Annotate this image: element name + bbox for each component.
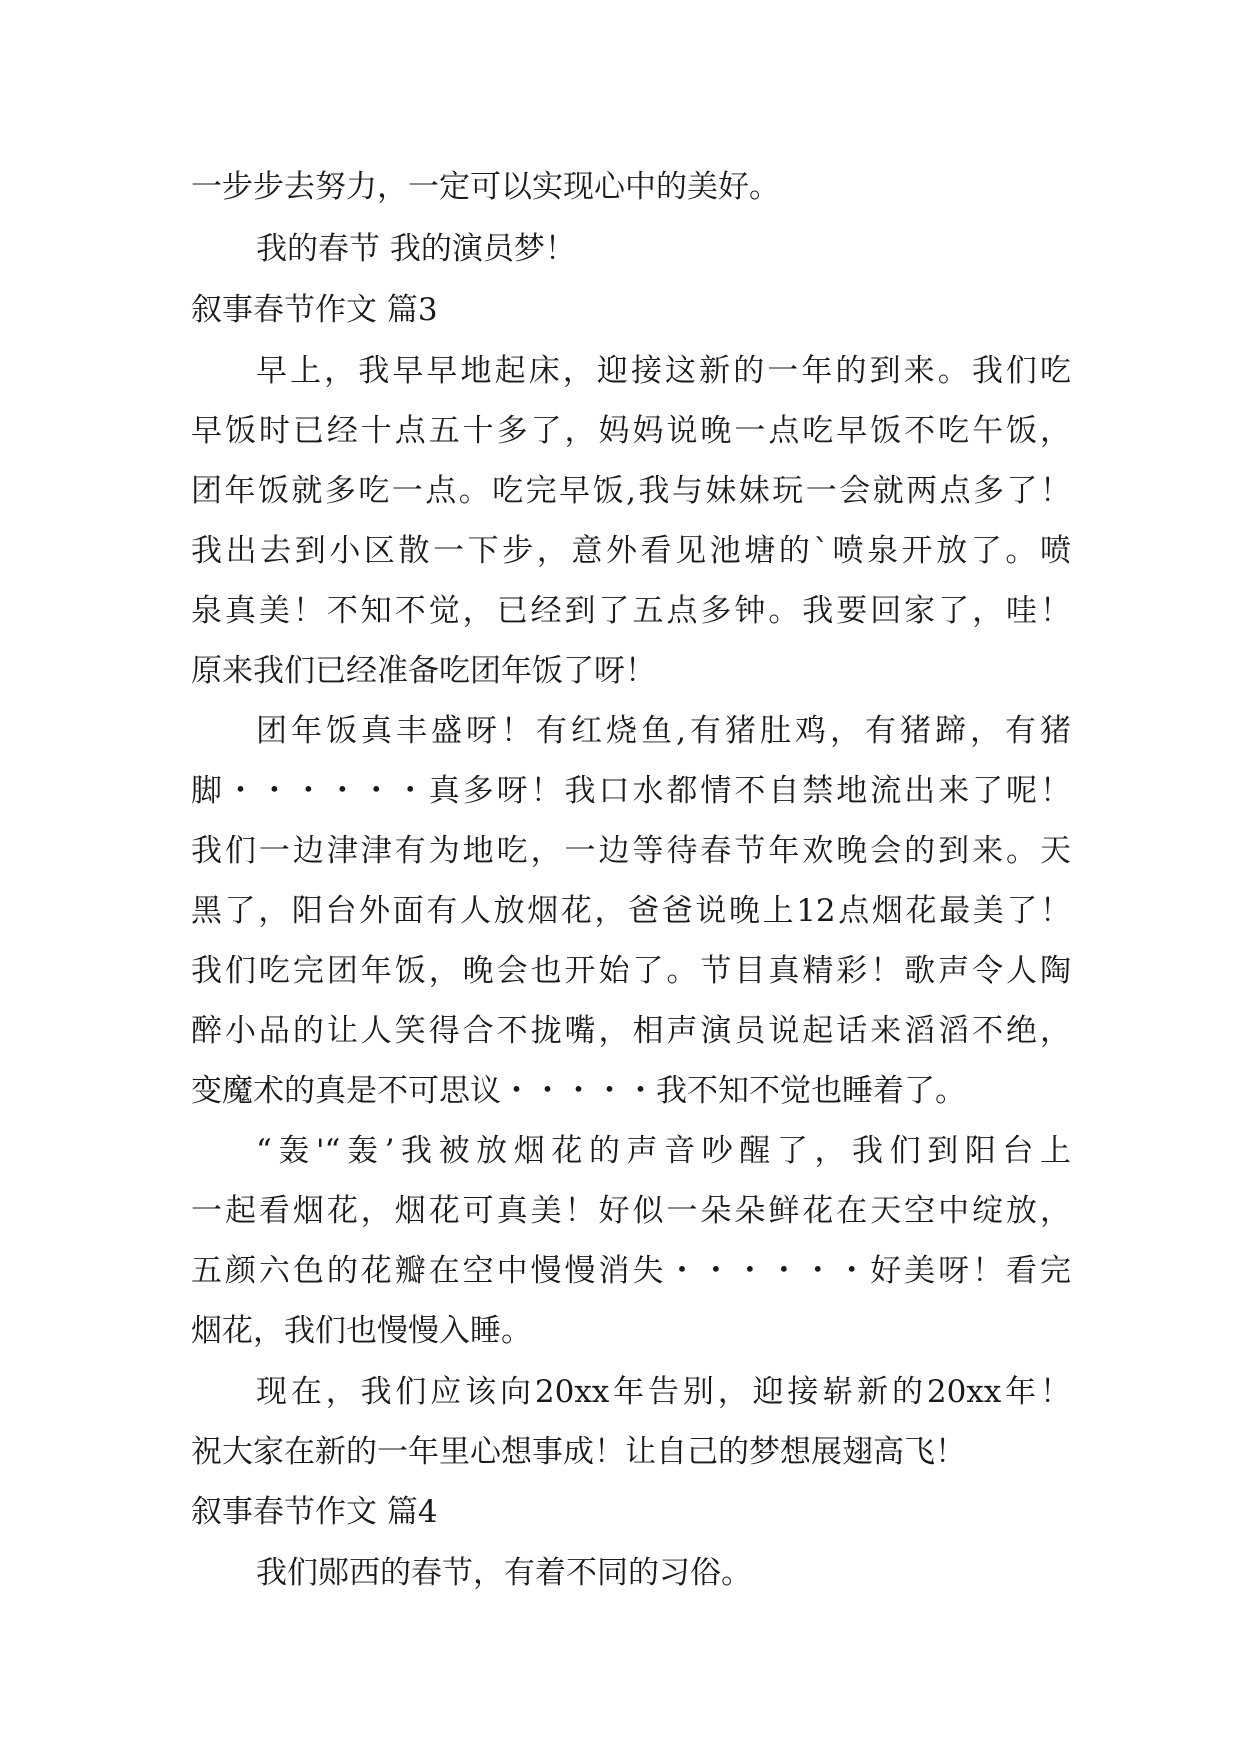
paragraph-start: 团年饭真丰盛呀！有红烧鱼,有猪肚鸡，有猪蹄，有猪 xyxy=(256,713,1071,749)
text-line: 变魔术的真是不可思议・・・・・我不知不觉也睡着了。 xyxy=(191,1073,966,1109)
paragraph-start: “轰'“轰’我被放烟花的声音吵醒了，我们到阳台上 xyxy=(256,1133,1071,1169)
text-line: 祝大家在新的一年里心想事成！让自己的梦想展翅高飞！ xyxy=(191,1434,966,1470)
text-line: 烟花，我们也慢慢入睡。 xyxy=(191,1313,532,1349)
text-line: 醉小品的让人笑得合不拢嘴，相声演员说起话来滔滔不绝， xyxy=(191,1013,1071,1049)
text-line: 原来我们已经准备吃团年饭了呀！ xyxy=(191,653,656,689)
text-line: 黑了，阳台外面有人放烟花，爸爸说晚上12点烟花最美了！ xyxy=(191,893,1071,929)
text-line: 脚・・・・・・真多呀！我口水都情不自禁地流出来了呢！ xyxy=(191,773,1071,809)
text-line: 五颜六色的花瓣在空中慢慢消失・・・・・・好美呀！看完 xyxy=(191,1253,1071,1289)
text-line: 泉真美！不知不觉，已经到了五点多钟。我要回家了，哇！ xyxy=(191,593,1071,629)
section-heading-3: 叙事春节作文 篇3 xyxy=(191,292,438,328)
text-line: 一步步去努力，一定可以实现心中的美好。 xyxy=(191,169,780,205)
text-line: 团年饭就多吃一点。吃完早饭,我与妹妹玩一会就两点多了！ xyxy=(191,473,1071,509)
paragraph-start: 我的春节 我的演员梦！ xyxy=(256,231,576,267)
text-line: 我们一边津津有为地吃，一边等待春节年欢晚会的到来。天 xyxy=(191,833,1071,869)
paragraph-start: 早上，我早早地起床，迎接这新的一年的到来。我们吃 xyxy=(256,353,1071,389)
text-line: 一起看烟花，烟花可真美！好似一朵朵鲜花在天空中绽放， xyxy=(191,1193,1071,1229)
paragraph-start: 我们郧西的春节，有着不同的习俗。 xyxy=(256,1555,752,1591)
paragraph-start: 现在，我们应该向20xx年告别，迎接崭新的20xx年！ xyxy=(256,1374,1071,1410)
text-line: 早饭时已经十点五十多了，妈妈说晚一点吃早饭不吃午饭， xyxy=(191,413,1071,449)
text-line: 我出去到小区散一下步，意外看见池塘的`喷泉开放了。喷 xyxy=(191,533,1071,569)
text-line: 我们吃完团年饭，晚会也开始了。节目真精彩！歌声令人陶 xyxy=(191,953,1071,989)
section-heading-4: 叙事春节作文 篇4 xyxy=(191,1494,438,1530)
